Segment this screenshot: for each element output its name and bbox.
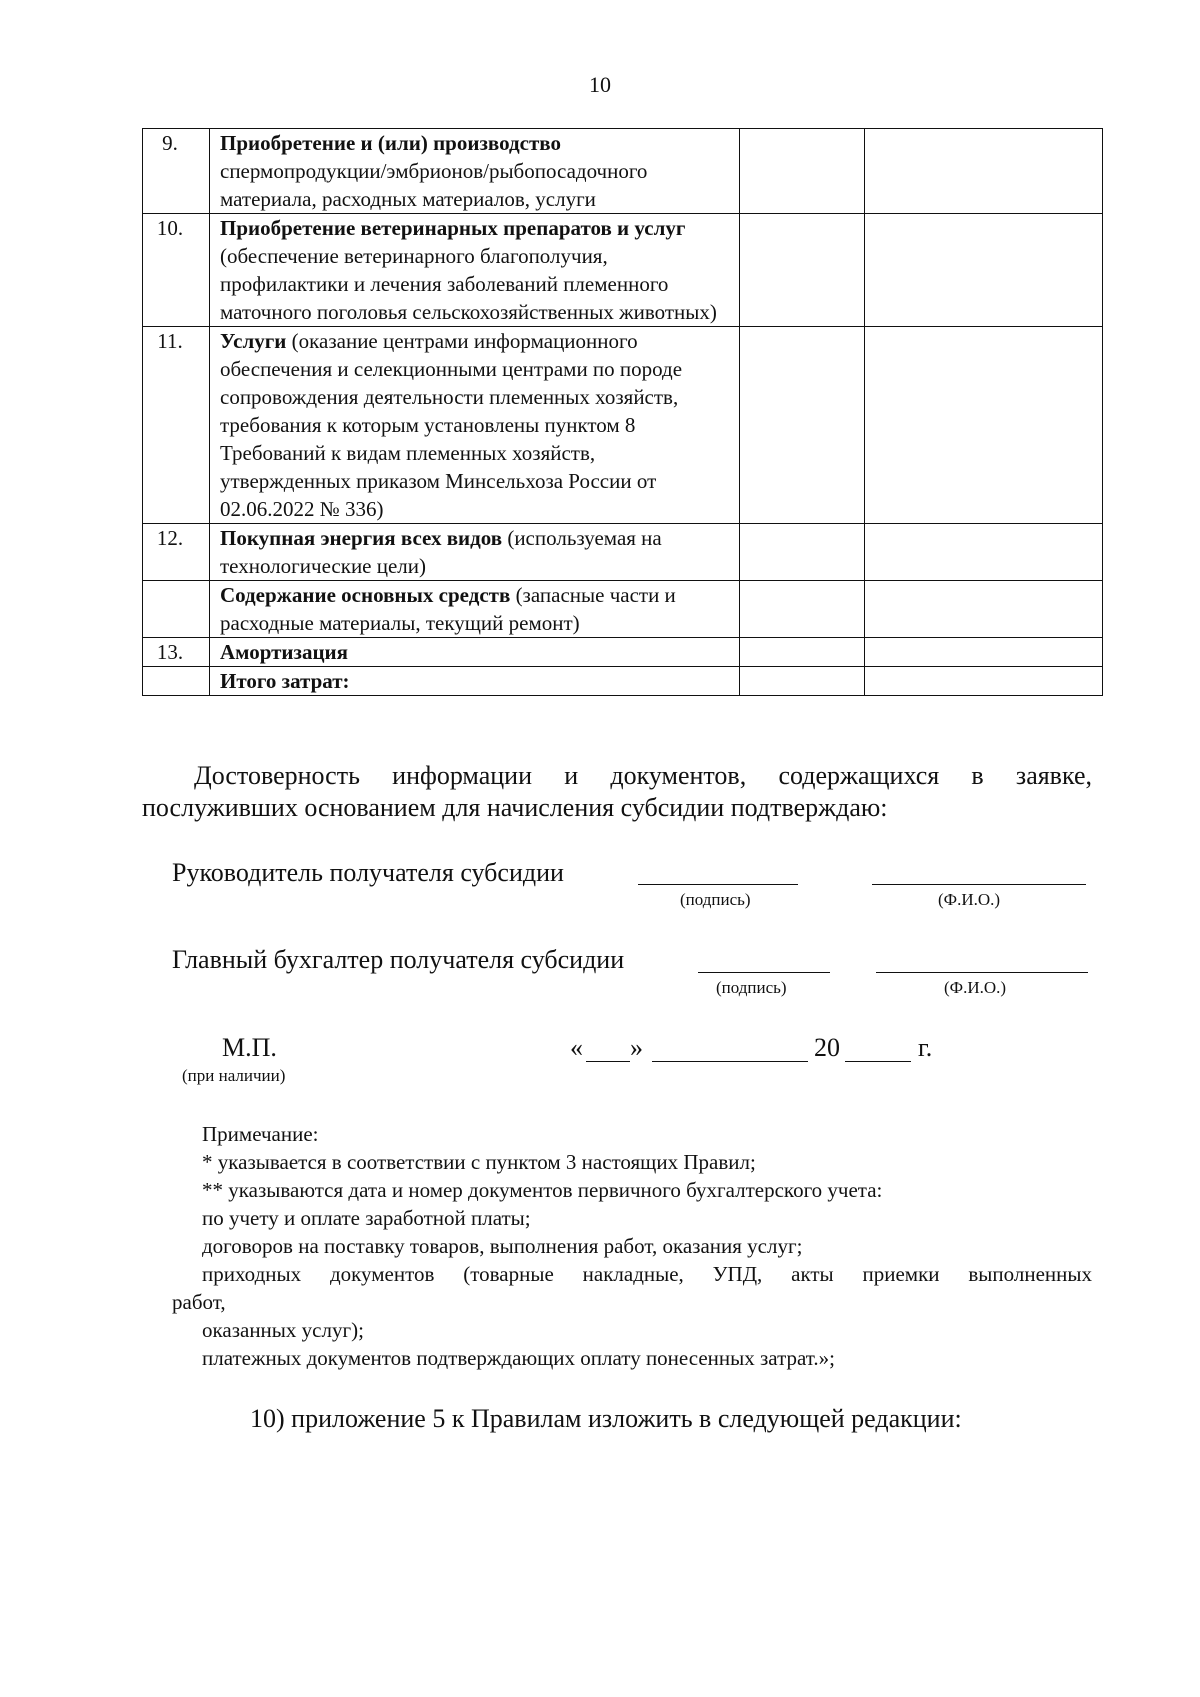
table-row: [143, 638, 1103, 667]
table-row: [143, 581, 1103, 638]
confirmation-line-2: послуживших основанием для начисления субсидии подтверждаю:: [142, 793, 888, 822]
notes-line-7: платежных документов подтверждающих оплату понесенных затрат.»;: [202, 1346, 835, 1370]
row-description: [210, 214, 740, 327]
row-details: (запасные части и расходные материалы, текущий ремонт): [220, 583, 676, 635]
notes-line-1: * указывается в соответствии с пунктом 3 настоящих Правил;: [202, 1150, 756, 1174]
date-open-quote: «: [570, 1033, 583, 1062]
row-value-cell: [865, 214, 1103, 327]
table-row: [143, 327, 1103, 524]
notes-line-2: ** указываются дата и номер документов первичного бухгалтерского учета:: [202, 1178, 883, 1202]
row-title: Содержание основных средств: [220, 583, 511, 607]
accountant-signature-caption: (подпись): [716, 978, 787, 997]
row-title: Приобретение ветеринарных препаратов и услуг: [220, 216, 686, 240]
row-value-cell: [740, 667, 865, 696]
stamp-label: М.П.: [222, 1033, 277, 1062]
row-value-cell: [865, 581, 1103, 638]
table-row: [143, 667, 1103, 696]
row-value-cell: [865, 638, 1103, 667]
row-number: 9.: [143, 129, 210, 214]
accountant-name-caption: (Ф.И.О.): [944, 978, 1007, 997]
date-close-quote: »: [630, 1033, 643, 1062]
stamp-caption: (при наличии): [182, 1066, 286, 1085]
row-description: [210, 129, 740, 214]
row-number: [143, 581, 210, 638]
row-description: [210, 667, 740, 696]
row-details: (оказание центрами информационного обеспечения и селекционными центрами по породе сопровождения деятельности племенных хозяйств, требования к которым установлены пунктом 8 Требований к видам племенных хозяйств, утвержденных приказом Минсельхоза России от 02.06.2022 № 336): [220, 329, 683, 521]
row-title: Покупная энергия всех видов: [220, 526, 503, 550]
row-description: [210, 638, 740, 667]
row-number: 12.: [143, 524, 210, 581]
row-description: [210, 327, 740, 524]
row-number: [143, 667, 210, 696]
row-value-cell: [740, 581, 865, 638]
confirmation-line-1: Достоверность информации и документов, содержащихся в заявке,: [194, 761, 1092, 790]
table-row: [143, 214, 1103, 327]
row-details: спермопродукции/эмбрионов/рыбопосадочного материала, расходных материалов, услуги: [220, 159, 648, 211]
accountant-signature-line: [698, 972, 830, 973]
table-row: [143, 129, 1103, 214]
head-signature-caption: (подпись): [680, 890, 751, 909]
row-value-cell: [740, 214, 865, 327]
table-row: [143, 524, 1103, 581]
row-value-cell: [865, 327, 1103, 524]
row-value-cell: [740, 638, 865, 667]
row-number: 10.: [143, 214, 210, 327]
notes-heading: Примечание:: [202, 1122, 319, 1146]
row-value-cell: [740, 524, 865, 581]
date-year-line: [845, 1061, 911, 1062]
page-number: 10: [589, 72, 611, 97]
head-name-caption: (Ф.И.О.): [938, 890, 1001, 909]
row-title: Амортизация: [220, 640, 349, 664]
row-number: 13.: [143, 638, 210, 667]
row-title: Итого затрат:: [220, 669, 350, 693]
notes: [172, 1120, 1092, 1372]
date-month-line: [652, 1061, 808, 1062]
row-value-cell: [740, 129, 865, 214]
notes-line-3: по учету и оплате заработной платы;: [202, 1206, 531, 1230]
row-value-cell: [865, 667, 1103, 696]
date-year-suffix: г.: [918, 1033, 933, 1062]
accountant-label: Главный бухгалтер получателя субсидии: [172, 945, 625, 974]
row-title: Приобретение и (или) производство: [220, 131, 561, 155]
confirmation-text: [142, 760, 1092, 824]
head-signature-line: [638, 884, 798, 885]
date-day-line: [586, 1061, 630, 1062]
date-year-prefix: 20: [814, 1033, 840, 1062]
row-details: (используемая на технологические цели): [220, 526, 662, 578]
accountant-name-line: [876, 972, 1088, 973]
head-label: Руководитель получателя субсидии: [172, 858, 564, 887]
notes-line-5: приходных документов (товарные накладные, УПД, акты приемки выполненных: [202, 1262, 1092, 1286]
notes-line-4: договоров на поставку товаров, выполнения работ, оказания услуг;: [202, 1234, 803, 1258]
notes-line-6: оказанных услуг);: [202, 1318, 364, 1342]
head-name-line: [872, 884, 1086, 885]
row-title: Услуги: [220, 329, 287, 353]
cost-table: [142, 128, 1103, 696]
row-number: 11.: [143, 327, 210, 524]
row-description: [210, 581, 740, 638]
final-instruction: 10) приложение 5 к Правилам изложить в следующей редакции:: [250, 1404, 962, 1433]
notes-line-5b: работ,: [172, 1290, 226, 1314]
row-value-cell: [865, 129, 1103, 214]
row-value-cell: [740, 327, 865, 524]
row-details: (обеспечение ветеринарного благополучия, профилактики и лечения заболеваний племенного маточного поголовья сельскохозяйственных животных): [220, 244, 717, 324]
row-description: [210, 524, 740, 581]
row-value-cell: [865, 524, 1103, 581]
